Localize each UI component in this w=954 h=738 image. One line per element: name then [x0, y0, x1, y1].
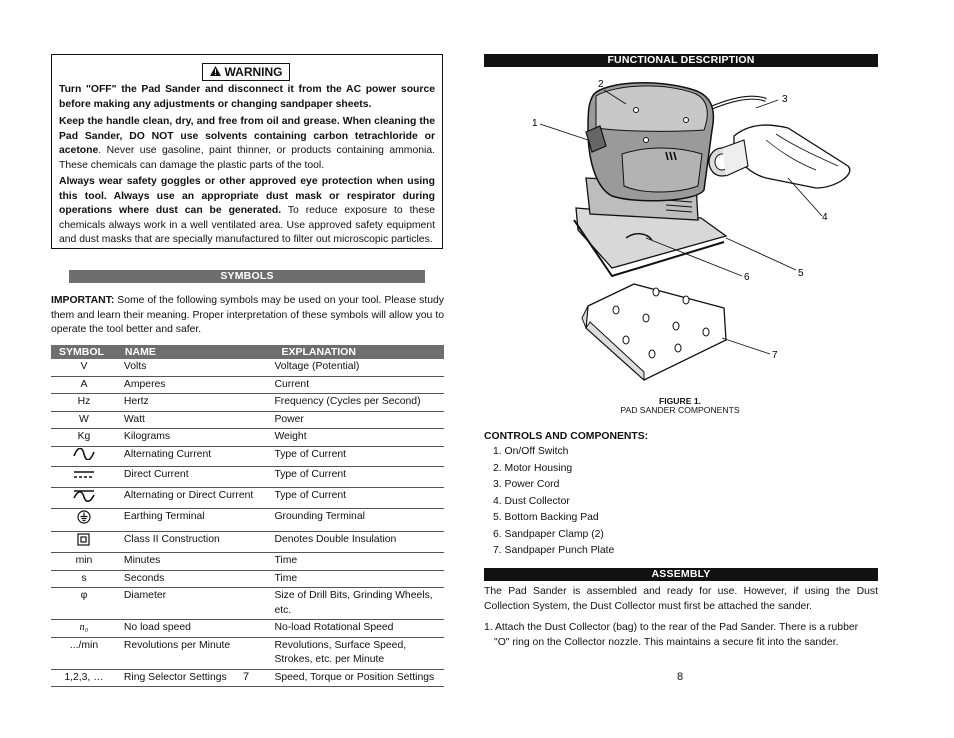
symbols-table-header-row: [51, 345, 444, 359]
important-paragraph: [51, 294, 444, 338]
table-row: [51, 446, 444, 467]
callout-2: 2: [598, 79, 604, 90]
table-row: [51, 394, 444, 412]
table-row: [51, 429, 444, 447]
list-item: 4. Dust Collector: [493, 495, 570, 507]
direct-current-icon: [73, 468, 95, 480]
explanation-cell: Time: [273, 570, 444, 588]
explanation-cell: Type of Current: [273, 487, 444, 509]
symbol-cell: s: [51, 570, 117, 588]
assembly-step-1: [484, 620, 878, 650]
important-text: Some of the following symbols may be used on your tool. Please study them and learn their meaning. Proper interpretation of these symbols will allow you to operate the tool better and safer.: [51, 295, 444, 335]
name-cell: Volts: [117, 359, 274, 376]
symbol-cell: [51, 446, 117, 467]
warning-paragraph-3-bold: Always wear safety goggles or other approved eye protection when using this tool. Always use an appropriate dust mask or respirator during operations where dust can be generated.: [59, 176, 435, 216]
name-cell: Direct Current: [117, 467, 274, 488]
table-row: [51, 588, 444, 620]
symbol-cell: Kg: [51, 429, 117, 447]
alternating-current-icon: [73, 448, 95, 460]
page-number-left: 7: [243, 671, 250, 683]
name-cell: Revolutions per Minute: [117, 637, 274, 669]
warning-label: [202, 63, 290, 81]
symbol-cell: min: [51, 553, 117, 571]
symbol-cell: φ: [51, 588, 117, 620]
table-row: [51, 620, 444, 638]
explanation-cell: Type of Current: [273, 446, 444, 467]
warning-box: [51, 54, 443, 249]
symbol-cell: W: [51, 411, 117, 429]
assembly-header: ASSEMBLY: [484, 568, 878, 581]
symbol-cell: [51, 487, 117, 509]
callout-7: 7: [772, 350, 778, 361]
warning-paragraph-2-bold: Keep the handle clean, dry, and free from oil and grease. When cleaning the Pad Sander, DO NOT use solvents containing carbon tetrachloride or acetone: [59, 116, 435, 156]
pad-sander-figure: [526, 70, 856, 390]
callout-5: 5: [798, 268, 804, 279]
table-row: [51, 487, 444, 509]
explanation-cell: No-load Rotational Speed: [273, 620, 444, 638]
header-name: NAME: [117, 345, 274, 359]
table-row: [51, 359, 444, 376]
list-item: 7. Sandpaper Punch Plate: [493, 545, 615, 556]
table-row: [51, 553, 444, 571]
explanation-cell: Weight: [273, 429, 444, 447]
callout-1: 1: [532, 118, 538, 129]
callout-3: 3: [782, 94, 788, 105]
header-explanation: EXPLANATION: [273, 345, 444, 359]
name-cell: Kilograms: [117, 429, 274, 447]
explanation-cell: Grounding Terminal: [273, 509, 444, 532]
name-cell: Amperes: [117, 376, 274, 394]
symbol-cell: V: [51, 359, 117, 376]
figure-caption-title: FIGURE 1.: [658, 396, 702, 406]
name-cell: Diameter: [117, 588, 274, 620]
class-ii-icon: [77, 533, 90, 546]
explanation-cell: Speed, Torque or Position Settings: [273, 669, 444, 687]
functional-description-header: FUNCTIONAL DESCRIPTION: [484, 54, 878, 67]
warning-paragraph-3-rest: To reduce exposure to these chemicals always work in a well ventilated area. Use approved safety equipment and dust masks that are specially manufactured to filter out microscopic particles.: [59, 205, 435, 245]
explanation-cell: Denotes Double Insulation: [273, 531, 444, 553]
warning-paragraph-2: [59, 115, 435, 173]
name-cell: Minutes: [117, 553, 274, 571]
assembly-paragraph: The Pad Sander is assembled and ready for use. However, if using the Dust Collection System, the Dust Collector must first be attached the sander.: [484, 586, 878, 612]
warning-paragraph-1: Turn "OFF" the Pad Sander and disconnect it from the AC power source before making any adjustments or changing sandpaper sheets.: [59, 84, 435, 110]
figure-caption-subtitle: PAD SANDER COMPONENTS: [620, 405, 740, 415]
symbol-cell: n₀: [51, 620, 117, 638]
symbols-table: [51, 345, 444, 687]
name-cell: Class II Construction: [117, 531, 274, 553]
explanation-cell: Revolutions, Surface Speed, Strokes, etc. per Minute: [273, 637, 444, 669]
name-cell: Watt: [117, 411, 274, 429]
name-cell: No load speed: [117, 620, 274, 638]
table-row: [51, 637, 444, 669]
symbol-cell: 1,2,3, …: [51, 669, 117, 687]
list-item: 2. Motor Housing: [493, 462, 573, 474]
list-item: 1. On/Off Switch: [493, 446, 569, 457]
symbol-cell: Hz: [51, 394, 117, 412]
important-label: IMPORTANT:: [51, 295, 115, 306]
symbols-header: SYMBOLS: [69, 270, 425, 283]
symbol-cell: [51, 531, 117, 553]
explanation-cell: Time: [273, 553, 444, 571]
name-cell: Earthing Terminal: [117, 509, 274, 532]
list-item: 6. Sandpaper Clamp (2): [493, 528, 604, 540]
controls-title: CONTROLS AND COMPONENTS:: [484, 431, 649, 442]
symbol-cell: [51, 509, 117, 532]
name-cell: Hertz: [117, 394, 274, 412]
table-row: [51, 570, 444, 588]
explanation-cell: Size of Drill Bits, Grinding Wheels, etc.: [273, 588, 444, 620]
explanation-cell: Current: [273, 376, 444, 394]
warning-paragraph-2-rest: . Never use gasoline, paint thinner, or products containing ammonia. These chemicals can damage the plastic parts of the tool.: [59, 145, 435, 171]
assembly-step-1-line-2: "O" ring on the Collector nozzle. This maintains a secure fit into the sander.: [494, 637, 839, 648]
table-row: [51, 376, 444, 394]
symbol-cell: [51, 467, 117, 488]
callout-4: 4: [822, 212, 828, 223]
symbol-cell: .../min: [51, 637, 117, 669]
ac-dc-current-icon: [73, 489, 95, 502]
symbol-cell: A: [51, 376, 117, 394]
explanation-cell: Power: [273, 411, 444, 429]
name-cell: Seconds: [117, 570, 274, 588]
explanation-cell: Type of Current: [273, 467, 444, 488]
warning-label-text: WARNING: [224, 65, 283, 79]
table-row: [51, 531, 444, 553]
assembly-step-1-line-1: 1. Attach the Dust Collector (bag) to the rear of the Pad Sander. There is a rubber: [484, 622, 859, 633]
name-cell: Ring Selector Settings: [117, 669, 274, 687]
name-cell: Alternating Current: [117, 446, 274, 467]
explanation-cell: Voltage (Potential): [273, 359, 444, 376]
warning-triangle-icon: [210, 65, 221, 81]
page-number-right: 8: [677, 671, 684, 683]
header-symbol: SYMBOL: [51, 345, 117, 359]
dust-collector: [734, 125, 850, 188]
list-item: 3. Power Cord: [493, 479, 560, 490]
name-cell: Alternating or Direct Current: [117, 487, 274, 509]
callout-6: 6: [744, 272, 750, 283]
earthing-terminal-icon: [77, 510, 91, 524]
list-item: 5. Bottom Backing Pad: [493, 512, 599, 523]
controls-list: [493, 444, 614, 560]
warning-paragraph-3: [59, 175, 435, 248]
explanation-cell: Frequency (Cycles per Second): [273, 394, 444, 412]
table-row: [51, 467, 444, 488]
table-row: [51, 411, 444, 429]
table-row: [51, 509, 444, 532]
